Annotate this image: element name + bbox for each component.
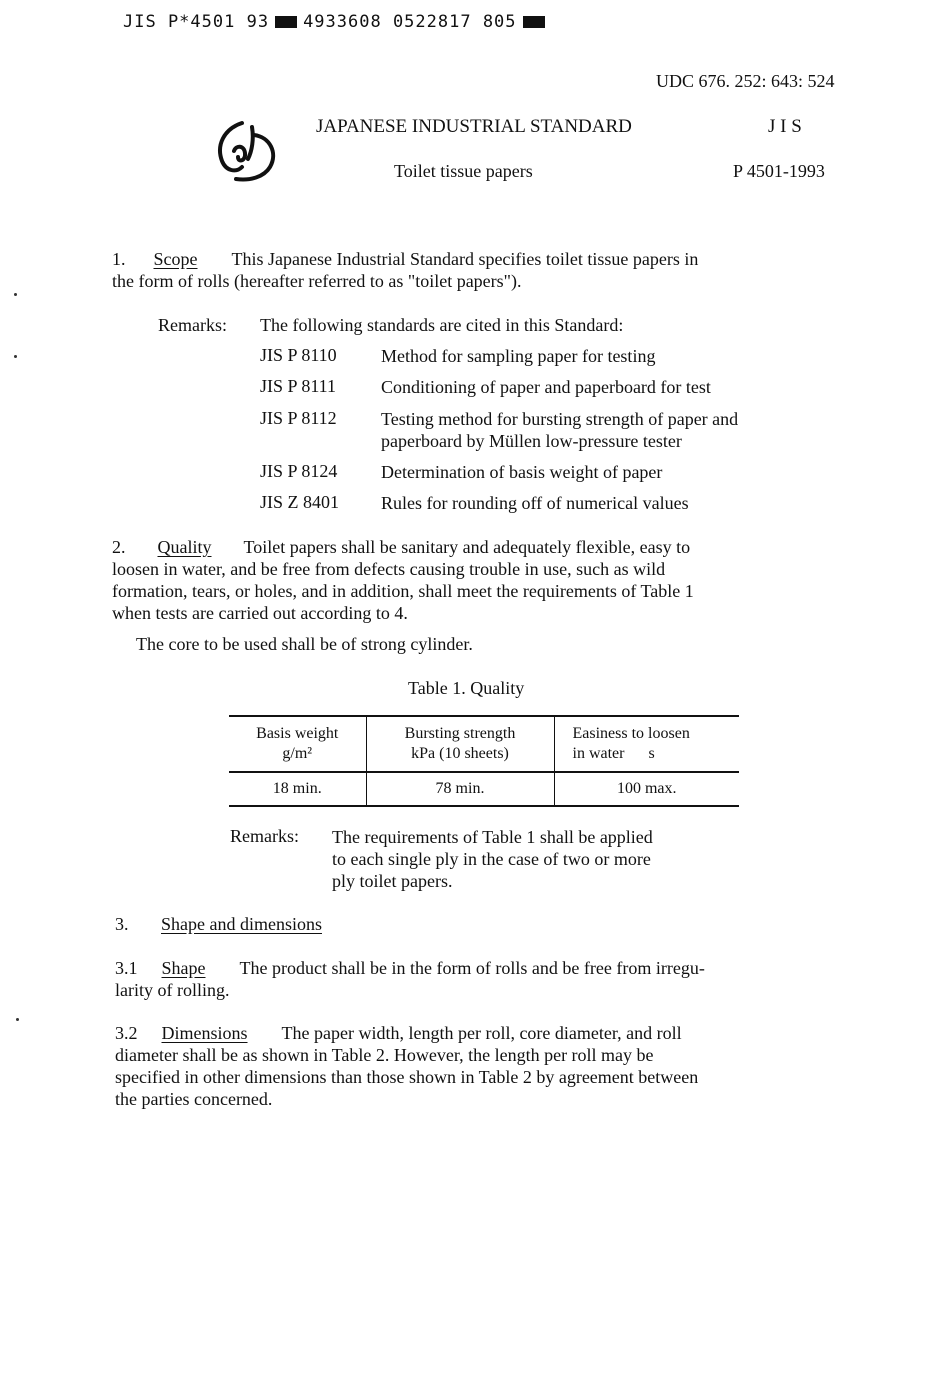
ref-code: JIS Z 8401 [260, 492, 340, 512]
ref-code: JIS P 8110 [260, 345, 337, 365]
ref-title: Determination of basis weight of paper [381, 462, 663, 482]
ref-title: Method for sampling paper for testing [381, 346, 656, 366]
section-heading: Quality [157, 537, 212, 557]
section-heading: Scope [153, 249, 198, 269]
scan-code-mid: 4933608 0522817 805 [303, 12, 517, 32]
table-cell: 78 min. [366, 772, 554, 806]
section-number: 1. [112, 249, 126, 269]
scope-text-line: This Japanese Industrial Standard specifies toilet tissue papers in [231, 249, 699, 269]
dimensions-text-line: the parties concerned. [115, 1089, 273, 1109]
scan-speck [16, 1018, 19, 1021]
table-row [229, 772, 739, 806]
section-heading: Shape and dimensions [161, 914, 322, 934]
jis-logo-icon [214, 117, 280, 185]
subsection-number: 3.1 [115, 958, 138, 978]
remarks-label: Remarks: [230, 826, 299, 846]
table-header-cell: Easiness to loosen in water s [554, 716, 739, 772]
subsection-heading: Dimensions [161, 1023, 248, 1043]
quality-table [229, 715, 739, 807]
table-header-cell: Bursting strength kPa (10 sheets) [366, 716, 554, 772]
section-number: 2. [112, 537, 126, 557]
ref-title: Conditioning of paper and paperboard for test [381, 377, 711, 397]
subsection-dimensions [115, 1022, 855, 1110]
scan-code-left: JIS P*4501 93 [123, 12, 270, 32]
quality-text-line: Toilet papers shall be sanitary and adequately flexible, easy to [243, 537, 691, 557]
dimensions-text-line: The paper width, length per roll, core diameter, and roll [281, 1023, 682, 1043]
cited-standards-list [0, 345, 900, 520]
shape-text-line: The product shall be in the form of rolls and be free from irregu- [239, 958, 705, 978]
ref-title-line: paperboard by Müllen low-pressure tester [381, 431, 682, 451]
quality-text-line: when tests are carried out according to 4. [112, 603, 408, 623]
scan-speck [14, 293, 17, 296]
document-title: Toilet tissue papers [394, 161, 533, 181]
subsection-heading: Shape [161, 958, 206, 978]
jis-label: J I S [768, 116, 802, 137]
table-caption: Table 1. Quality [408, 678, 525, 698]
section-quality [112, 536, 852, 624]
ref-title-line: Testing method for bursting strength of paper and [381, 409, 739, 429]
section-number: 3. [115, 914, 129, 934]
scan-header-code [123, 12, 551, 32]
remarks-text: The following standards are cited in this Standard: [260, 315, 624, 335]
udc-number: UDC 676. 252: 643: 524 [656, 71, 835, 91]
subsection-number: 3.2 [115, 1023, 138, 1043]
redaction-block [523, 16, 545, 28]
standard-number: P 4501-1993 [733, 161, 825, 181]
subsection-shape [115, 957, 855, 1001]
table-header-cell: Basis weight g/m² [229, 716, 366, 772]
section-scope [112, 248, 852, 292]
standard-org: JAPANESE INDUSTRIAL STANDARD [316, 116, 632, 137]
scan-speck [14, 355, 17, 358]
ref-code: JIS P 8112 [260, 408, 337, 428]
shape-text-line: larity of rolling. [115, 980, 230, 1000]
remarks-line: ply toilet papers. [332, 871, 453, 891]
ref-code: JIS P 8124 [260, 461, 338, 481]
core-text: The core to be used shall be of strong cylinder. [136, 634, 473, 654]
ref-title: Rules for rounding off of numerical values [381, 493, 689, 513]
dimensions-text-line: diameter shall be as shown in Table 2. However, the length per roll may be [115, 1045, 654, 1065]
ref-code: JIS P 8111 [260, 376, 337, 396]
table-remarks [332, 826, 653, 892]
remarks-label: Remarks: [158, 315, 227, 335]
quality-text-line: loosen in water, and be free from defects causing trouble in use, such as wild [112, 559, 666, 579]
dimensions-text-line: specified in other dimensions than those shown in Table 2 by agreement between [115, 1067, 699, 1087]
quality-text-line: formation, tears, or holes, and in addition, shall meet the requirements of Table 1 [112, 581, 694, 601]
remarks-line: The requirements of Table 1 shall be applied [332, 827, 653, 847]
table-cell: 18 min. [229, 772, 366, 806]
ref-title [381, 408, 738, 452]
redaction-block [275, 16, 297, 28]
remarks-line: to each single ply in the case of two or more [332, 849, 651, 869]
table-header-row [229, 716, 739, 772]
table-cell: 100 max. [554, 772, 739, 806]
scope-text-line: the form of rolls (hereafter referred to as "toilet papers"). [112, 271, 522, 291]
